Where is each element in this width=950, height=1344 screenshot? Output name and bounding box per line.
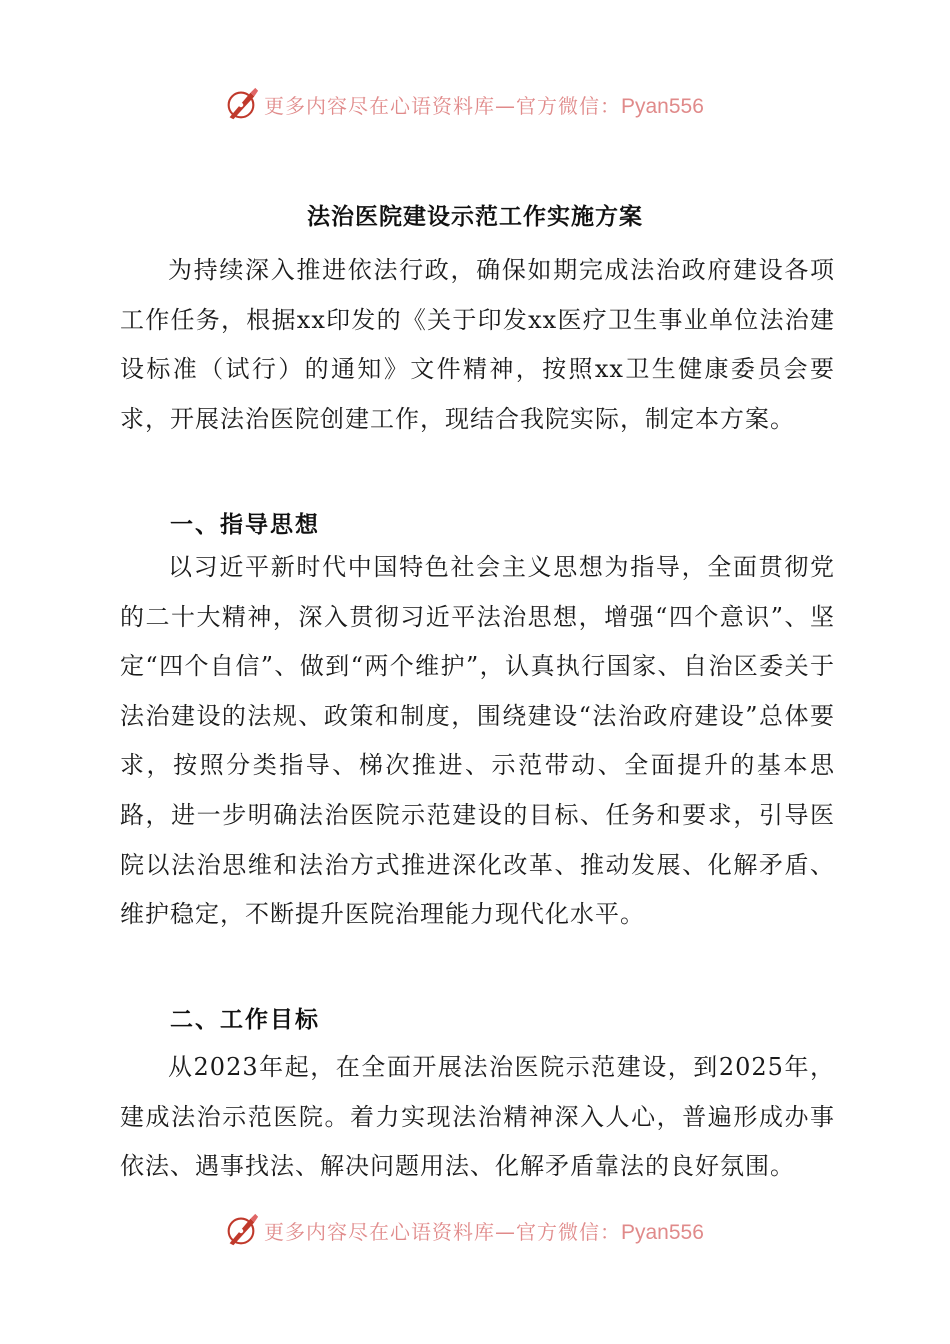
- section-heading-guiding-ideology: 一、指导思想: [170, 512, 320, 538]
- section-heading-work-goals: 二、工作目标: [170, 1007, 320, 1033]
- pen-nib-logo-icon: [222, 85, 260, 123]
- pen-nib-logo-icon: [222, 1211, 260, 1249]
- watermark-text: 更多内容尽在心语资料库—官方微信：Pyan556: [264, 1219, 704, 1244]
- document-title: 法治医院建设示范工作实施方案: [307, 204, 643, 230]
- header-watermark-banner: [222, 84, 704, 124]
- wechat-id: Pyan556: [621, 94, 704, 118]
- intro-paragraph: 为持续深入推进依法行政，确保如期完成法治政府建设各项工作任务，根据xx印发的《关于印发xx医疗卫生事业单位法治建设标准（试行）的通知》文件精神，按照xx卫生健康委员会要求，开展法治医院创建工作，现结合我院实际，制定本方案。: [120, 256, 835, 433]
- watermark-text: 更多内容尽在心语资料库—官方微信：Pyan556: [264, 93, 704, 118]
- section-body-guiding-ideology: 以习近平新时代中国特色社会主义思想为指导，全面贯彻党的二十大精神，深入贯彻习近平法治思想，增强“四个意识”、坚定“四个自信”、做到“两个维护”，认真执行国家、自治区委关于法治建设的法规、政策和制度，围绕建设“法治政府建设”总体要求，按照分类指导、梯次推进、示范带动、全面提升的基本思路，进一步明确法治医院示范建设的目标、任务和要求，引导医院以法治思维和法治方式推进深化改革、推动发展、化解矛盾、维护稳定，不断提升医院治理能力现代化水平。: [120, 553, 835, 929]
- section-body-work-goals: 从2023年起，在全面开展法治医院示范建设，到2025年，建成法治示范医院。着力实现法治精神深入人心，普遍形成办事依法、遇事找法、解决问题用法、化解矛盾靠法的良好氛围。: [120, 1053, 835, 1181]
- wechat-id: Pyan556: [621, 1220, 704, 1244]
- footer-watermark-banner: [222, 1210, 704, 1250]
